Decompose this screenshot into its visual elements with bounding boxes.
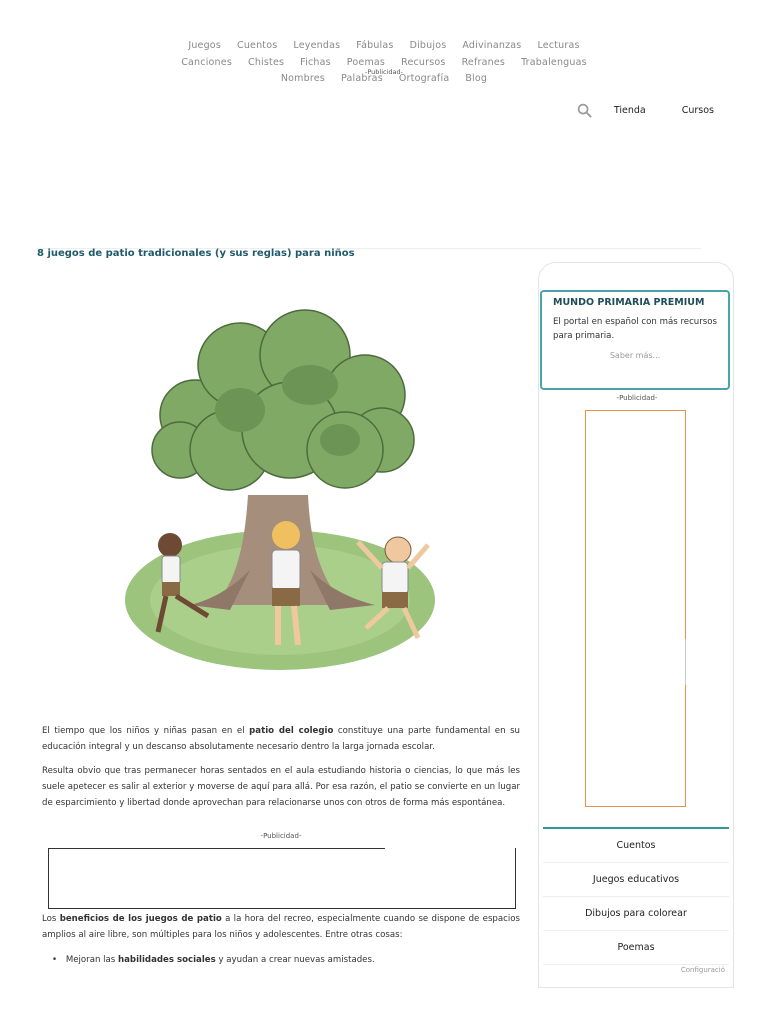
nav-link-trabalenguas[interactable]: Trabalenguas <box>521 56 587 68</box>
tienda-link[interactable]: Tienda <box>613 105 646 116</box>
nav-link-poemas[interactable]: Poemas <box>346 56 386 68</box>
bullet-bold: habilidades sociales <box>118 955 216 965</box>
nav-link-adivinanzas[interactable]: Adivinanzas <box>462 40 522 51</box>
article-paragraph-2 <box>42 764 520 811</box>
sidebar-item-cuentos[interactable]: Cuentos <box>543 829 729 863</box>
nav-row-1 <box>0 38 768 55</box>
article-paragraph-1 <box>42 724 520 756</box>
nav-link-recursos[interactable]: Recursos <box>401 56 446 68</box>
nav-link-refranes[interactable]: Refranes <box>461 56 506 68</box>
premium-description: El portal en español con más recursos para primaria. <box>553 317 717 341</box>
p3-bold: beneficios de los juegos de patio <box>59 914 222 924</box>
sidebar-item-juegos-educativos[interactable]: Juegos educativos <box>543 863 729 897</box>
ad-top-border <box>49 848 385 849</box>
nav-link-canciones[interactable]: Canciones <box>181 56 232 68</box>
sidebar-item-poemas[interactable]: Poemas <box>543 931 729 965</box>
nav-link-dibujos[interactable]: Dibujos <box>409 40 447 51</box>
cursos-link[interactable]: Cursos <box>681 105 714 116</box>
nav-link-fichas[interactable]: Fichas <box>300 56 331 68</box>
p3-text-a: Los <box>42 914 60 924</box>
article-paragraph-3 <box>42 912 520 944</box>
p3-text-c: a la hora del recreo, especialmente cuando se dispone de espacios amplios al aire libre, son múltiples para los niños y adolescentes. Entre otras cosas: <box>42 914 520 940</box>
sidebar-item-dibujos-colorear[interactable]: Dibujos para colorear <box>543 897 729 931</box>
nav-link-cuentos[interactable]: Cuentos <box>236 40 278 51</box>
nav-link-lecturas[interactable]: Lecturas <box>537 40 580 51</box>
bullet-text-c: y ayudan a crear nuevas amistades. <box>215 955 375 965</box>
sidebar-publicidad-label: -Publicidad- <box>616 394 658 402</box>
bullet-text-a: Mejoran las <box>65 955 119 965</box>
page-title: 8 juegos de patio tradicionales (y sus reglas) para niños <box>37 248 355 259</box>
list-item <box>52 955 375 965</box>
main-nav <box>0 38 768 88</box>
ad-slot[interactable] <box>48 848 516 909</box>
nav-link-nombres[interactable]: Nombres <box>280 73 325 84</box>
config-link[interactable]: Configuració <box>680 966 725 974</box>
premium-title: MUNDO PRIMARIA PREMIUM <box>553 297 705 308</box>
premium-more-link[interactable]: Saber más... <box>609 351 661 360</box>
nav-link-blog[interactable]: Blog <box>465 73 488 84</box>
search-icon[interactable] <box>577 103 592 118</box>
sidebar-menu <box>543 827 729 965</box>
p1-bold: patio del colegio <box>249 726 334 736</box>
tree-with-children-illustration <box>120 300 440 690</box>
ad-scroll-mark <box>685 639 686 685</box>
sidebar-ad-slot[interactable] <box>585 410 686 807</box>
article-publicidad-label: -Publicidad- <box>260 832 302 840</box>
nav-publicidad-label: -Publicidad- <box>365 68 403 76</box>
nav-link-chistes[interactable]: Chistes <box>247 56 285 68</box>
nav-link-palabras[interactable]: Palabras <box>340 73 383 84</box>
p1-text-a: El tiempo que los niños y niñas pasan en el <box>42 726 250 736</box>
nav-link-fabulas[interactable]: Fábulas <box>356 40 394 51</box>
p1-text-c: constituye una parte fundamental en su educación integral y un descanso absolutamente necesario dentro la larga jornada escolar. <box>42 726 520 752</box>
nav-link-leyendas[interactable]: Leyendas <box>293 40 341 51</box>
nav-link-juegos[interactable]: Juegos <box>188 40 221 51</box>
utility-bar <box>577 103 714 118</box>
nav-link-ortografia[interactable]: Ortografía <box>398 73 450 84</box>
premium-card[interactable] <box>540 290 730 390</box>
p2-text: Resulta obvio que tras permanecer horas sentados en el aula estudiando historia o ciencias, lo que más les suele apetecer es salir al exterior y moverse de aquí para allá. Por esa razón, el patio se convierte en un lugar de esparcimiento y libertad donde aprovechan para relacionarse unos con otros de forma más espontánea. <box>42 766 520 808</box>
